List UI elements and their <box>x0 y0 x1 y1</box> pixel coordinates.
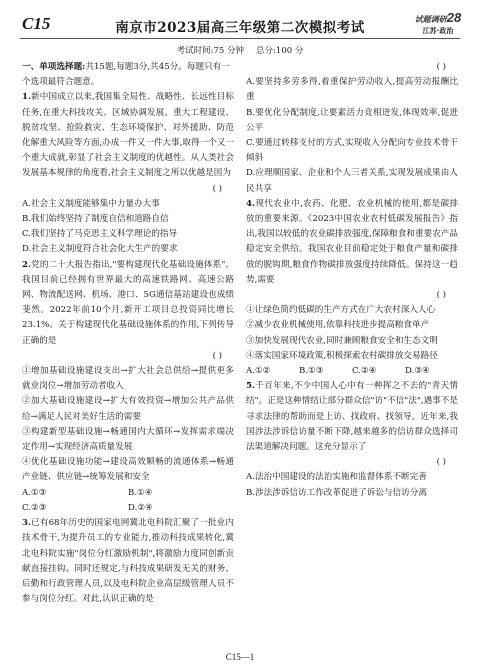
question-2 <box>22 258 234 516</box>
section-title: 一、单项选择题: <box>22 62 86 72</box>
option-b: B.我们始终坚持了制度自信和道路自信 <box>22 214 169 225</box>
answer-blank: ( ) <box>436 62 446 72</box>
question-number: 5. <box>246 381 255 392</box>
option-c: C.②③ <box>22 502 47 513</box>
page-footer: C15—1 <box>225 652 255 662</box>
answer-blank: ( ) <box>212 350 222 361</box>
statement-1: ①让绿色简约低碳的生产方式在广大农村深入人心 <box>246 305 436 316</box>
option-d: D.应理顺国家、企业和个人三者关系,实现发展成果由人民共享 <box>246 168 458 194</box>
option-d: D.社会主义制度符合社会化大生产的要求 <box>22 244 178 255</box>
question-number: 3. <box>22 518 31 529</box>
question-3-cont <box>246 60 458 197</box>
option-a: A.要坚持多劳多得,着重保护劳动收入,提高劳动报酬比重 <box>246 77 458 103</box>
option-c: C.要通过转移支付的方式,实现收入分配向专业技术骨干倾斜 <box>246 138 458 164</box>
answer-blank: ( ) <box>212 183 222 194</box>
statement-4: ④落实国家环境政策,积极探索农村碳排放交易路径 <box>246 350 438 361</box>
option-d: D.③④ <box>405 366 430 377</box>
option-b: B.①③ <box>299 366 324 377</box>
statement-3: ③加快发展现代农业,同时兼顾粮食安全和生态文明 <box>246 335 438 346</box>
question-1 <box>22 90 234 257</box>
statement-1: ①增加基础设施建设支出→扩大社会总供给→提供更多就业岗位→增加劳动者收入 <box>22 366 234 392</box>
question-stem: 现代农业中,农药、化肥、农业机械的使用,都是碳排放的重要来源。《2023中国农业农村低碳发展报告》指出,我国以较低的农业碳排放强度,保障粮食和重要农产品稳定安全供给。我国农业目前稳定处于粮食产量和碳排放的脱钩期,粮食作物碳排放强度持续降低。保持这一趋势,需要 <box>246 198 458 285</box>
option-b: B.①④ <box>128 487 153 498</box>
options-row <box>22 501 234 516</box>
question-stem: 已有68年历史的国家电网冀北电科院汇聚了一批业内技术骨干,为提升员工的专业能力,推动科技成果转化,冀北电科院实施"岗位分红激励机制",将激励力度同创新贡献直接挂钩。同时还规定,与科技成果研发无关的财务、后勤和行政管理人员,以及电科院企业高层级管理人员不参与岗位分红。对此,认识正确的是 <box>22 518 234 605</box>
statement-3: ③构建新型基础设施→畅通国内大循环→发挥需求端决定作用→实现经济高质量发展 <box>22 426 234 453</box>
left-column <box>22 60 234 607</box>
page-code: C15 <box>22 14 51 33</box>
question-5 <box>246 379 458 501</box>
question-stem: 千百年来,不少中国人心中有一种挥之不去的"青天情结"。正是这种情结让部分群众信"访"不信"法",遇事不是寻求法律的帮助而是上访、找政府、找领导。近年来,我国涉法涉诉信访量不断下降,越来越多的信访群众选择司法渠道解决问题。这充分显示了 <box>246 381 458 453</box>
question-stem: 新中国成立以来,我国集全局性、战略性、长远性目标任务,在重大科技攻关、区域协调发展、重大工程建设、脱贫攻坚、抢险救灾、生态环境保护、对外援助、防范化解重大风险等方面,办成一件又一件大事,取得一个又一个重大成就,彰显了社会主义制度的优越性。从人类社会发展基本规律的角度看,社会主义制度之所以优越是因为 <box>22 92 234 179</box>
option-b: B.要优化分配制度,让要素活力竞相迸发,体现效率,促进公平 <box>246 107 458 133</box>
option-b: B.涉法涉诉信访工作改革促进了诉讼与信访分离 <box>246 487 427 498</box>
question-number: 2. <box>22 259 31 270</box>
statement-2: ②减少农业机械使用,依靠科技进步提高粮食单产 <box>246 320 430 331</box>
answer-blank: ( ) <box>436 457 446 468</box>
brand-num: 28 <box>446 10 462 25</box>
statement-4: ④优化基础设施功能→建设高效顺畅的流通体系→畅通产业链、供应链→统筹发展和安全 <box>22 457 234 483</box>
question-stem: 党的二十大报告指出,"要构建现代化基础设施体系"。我国目前已经拥有世界最大的高速铁路网、高速公路网、物流配送网、机场、港口、5G通信基站建设也成绩斐然。2022年前10个月,新开工项目总投资同比增长23.1%。关于构建现代化基础设施体系的作用,下列传导正确的是 <box>22 259 234 346</box>
exam-time: 考试时间:75 分钟 <box>176 46 245 56</box>
option-a: A.①② <box>246 366 271 377</box>
brand-top: 试题调研28 <box>414 10 462 25</box>
question-3 <box>22 516 234 607</box>
question-4 <box>246 197 458 379</box>
section-heading <box>22 60 234 90</box>
options-row <box>22 486 234 501</box>
question-number: 4. <box>246 198 255 209</box>
option-a: A.①③ <box>22 487 47 498</box>
answer-blank: ( ) <box>436 290 446 301</box>
exam-title: 南京市2023届高三年级第二次模拟考试 <box>115 20 365 36</box>
option-a: A.法治中国建设的法治实施和监督体系不断完善 <box>246 472 427 483</box>
right-column <box>246 60 458 501</box>
statement-2: ②加大基础设施建设→扩大有效投资→增加公共产品供给→满足人民对美好生活的需要 <box>22 396 234 422</box>
option-c: C.②④ <box>352 366 377 377</box>
option-d: D.②④ <box>128 502 153 513</box>
exam-score: 总分:100 分 <box>256 46 304 56</box>
header-divider <box>20 38 460 39</box>
option-a: A.社会主义制度能够集中力量办大事 <box>22 198 160 209</box>
option-c: C.我们坚持了马克思主义科学理论的指导 <box>22 229 178 240</box>
brand-logo <box>412 10 464 36</box>
exam-meta <box>0 44 480 56</box>
brand-subject: 江苏·政治 <box>422 27 454 35</box>
options-row <box>246 364 458 379</box>
section-note: 共15题,每题3分,共45分。每题只有一个选项最符合题意。 <box>22 62 230 88</box>
question-number: 1. <box>22 92 31 103</box>
